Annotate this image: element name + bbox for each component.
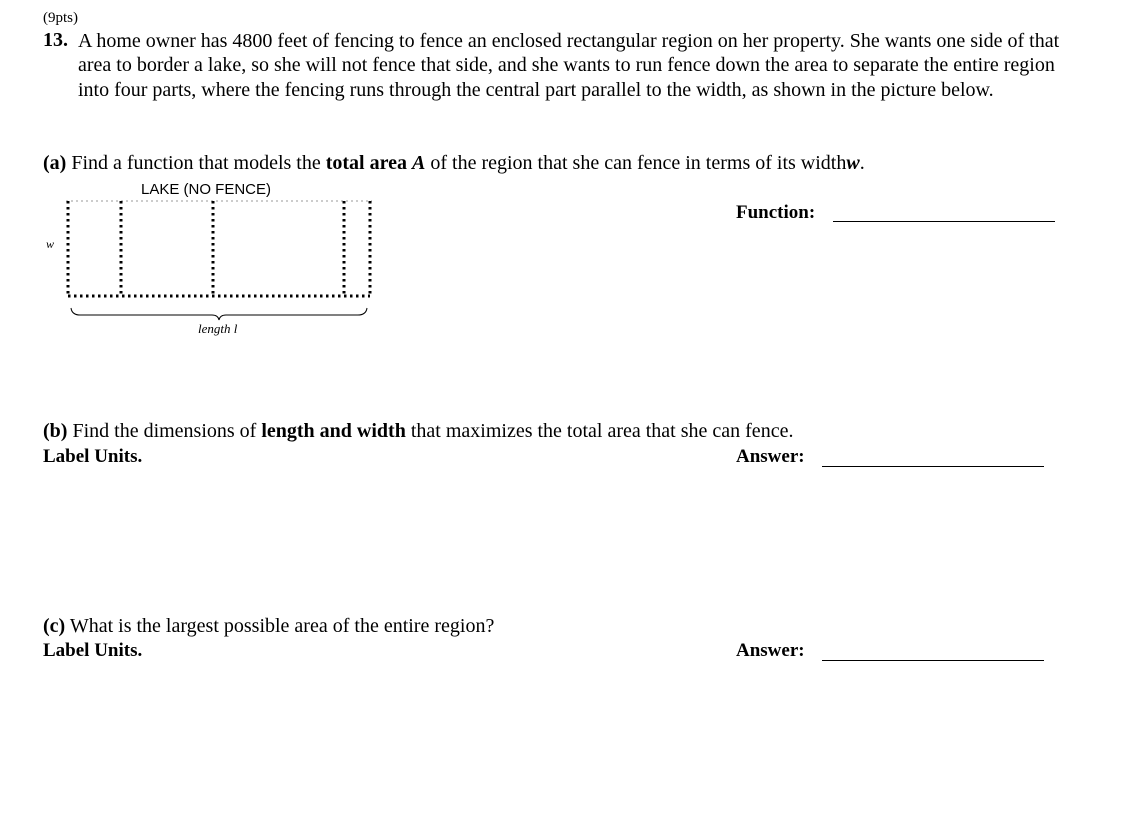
length-width-term: length and width [261,420,406,442]
width-label: w [46,237,55,251]
lake-label: LAKE (NO FENCE) [141,181,272,198]
points-label: (9pts) [43,10,78,26]
width-variable: w [846,152,860,174]
function-label: Function: [736,202,816,223]
part-c-units: Label Units. [43,640,143,661]
part-b-units: Label Units. [43,446,143,467]
area-variable: A [412,152,426,174]
part-c-answer-label: Answer: [736,640,805,661]
part-b-label: (b) [43,420,68,442]
part-b-answer-label: Answer: [736,446,805,467]
part-c-label: (c) [43,615,66,637]
part-a-label: (a) [43,152,67,174]
length-label: length l [198,321,238,336]
part-b-answer-line[interactable] [822,466,1044,467]
part-c-prompt: (c) What is the largest possible area of the entire region? [43,615,495,637]
function-answer-line[interactable] [833,221,1055,222]
part-c-answer-line[interactable] [822,660,1044,661]
problem-number: 13. [43,29,68,51]
total-area-term: total area [325,152,408,174]
problem-text: A home owner has 4800 feet of fencing to fence an enclosed rectangular region on her property. She wants one side of that area to border a lake, so she will not fence that side, and she wants to run fence down the area to separate the entire region into four parts, where the fencing runs through the central part parallel to the width, as shown in the picture below. [78,30,1060,101]
length-brace [71,308,367,320]
part-a-prompt: (a) Find a function that models the total area A of the region that she can fence in terms of its widthw. [43,152,865,174]
part-b-prompt: (b) Find the dimensions of length and width that maximizes the total area that she can fence. [43,420,794,442]
